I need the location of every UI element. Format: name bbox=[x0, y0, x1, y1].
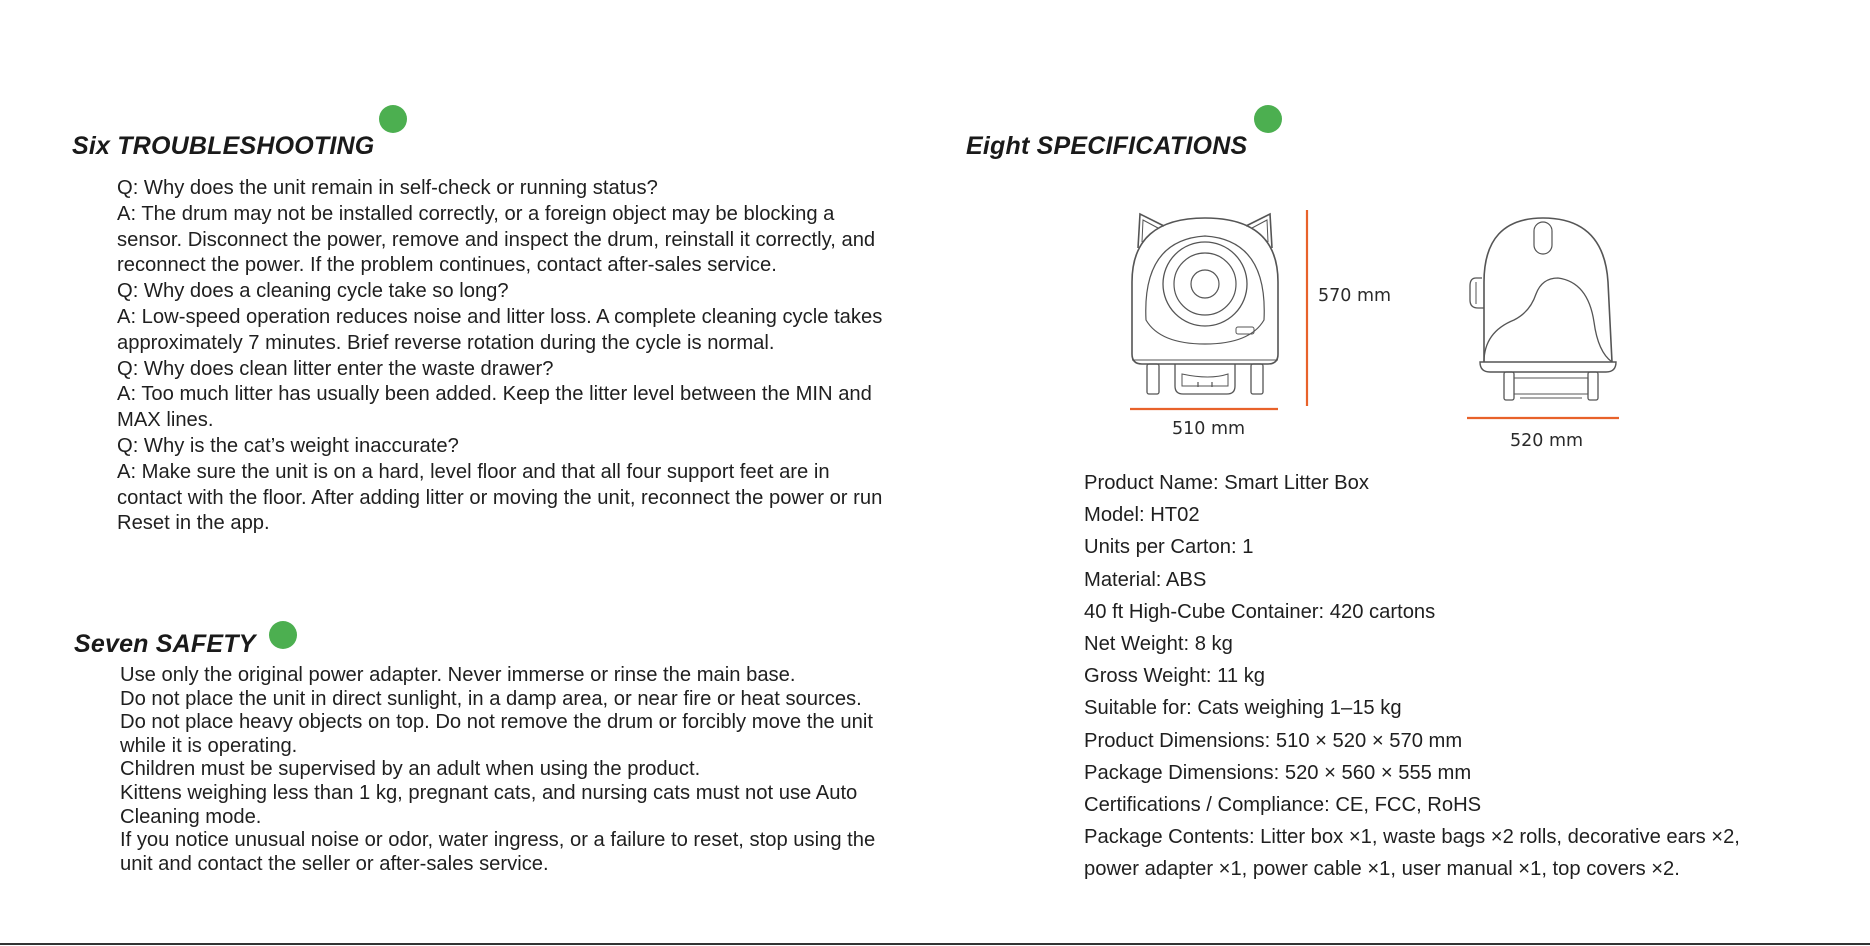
spec-item: Net Weight: 8 kg bbox=[1084, 633, 1233, 656]
section-marker-dot bbox=[379, 105, 407, 133]
safety-item: Do not place heavy objects on top. Do not remove the drum or forcibly move the unit while it is operating. bbox=[120, 711, 873, 757]
spec-item: Package Contents: Litter box ×1, waste bags ×2 rolls, decorative ears ×2, bbox=[1084, 826, 1740, 849]
litter-box-side-view-illustration bbox=[1458, 212, 1628, 412]
safety-item: Use only the original power adapter. Never immerse or rinse the main base. bbox=[120, 664, 796, 686]
spec-item: Product Dimensions: 510 × 520 × 570 mm bbox=[1084, 729, 1463, 752]
spec-item: Product Name: Smart Litter Box bbox=[1084, 472, 1369, 494]
spec-item: Gross Weight: 11 kg bbox=[1084, 665, 1266, 688]
safety-heading: Seven SAFETY bbox=[74, 630, 256, 658]
specifications-heading: Eight SPECIFICATIONS bbox=[966, 132, 1248, 160]
troubleshooting-question: Q: Why does the unit remain in self-check or running status? bbox=[117, 177, 658, 199]
bottom-divider bbox=[0, 943, 1870, 945]
troubleshooting-question: Q: Why does clean litter enter the waste drawer? bbox=[117, 357, 554, 380]
troubleshooting-answer: A: Low-speed operation reduces noise and litter loss. A complete cleaning cycle takes approximately 7 minutes. Brief reverse rotation during the cycle is normal. bbox=[117, 305, 883, 354]
width-dimension-label: 510 mm bbox=[1172, 419, 1246, 439]
depth-dimension-line bbox=[1467, 416, 1619, 420]
troubleshooting-answer: A: Make sure the unit is on a hard, level floor and that all four support feet are in contact with the floor. After adding litter or moving the unit, reconnect the power or run Reset in the app. bbox=[117, 460, 883, 535]
litter-box-front-view-illustration bbox=[1120, 204, 1290, 404]
spec-item: Package Dimensions: 520 × 560 × 555 mm bbox=[1084, 761, 1472, 784]
troubleshooting-answer: A: The drum may not be installed correctly, or a foreign object may be blocking a sensor. Disconnect the power, remove and inspect the drum, reinstall it correctly, and reconnect the power. If the problem continues, contact after-sales service. bbox=[117, 202, 876, 277]
safety-item: Do not place the unit in direct sunlight, in a damp area, or near fire or heat sources. bbox=[120, 687, 862, 710]
specifications-list bbox=[1084, 467, 1740, 886]
depth-dimension-label: 520 mm bbox=[1510, 431, 1584, 451]
section-marker-dot bbox=[269, 621, 297, 649]
troubleshooting-question: Q: Why does a cleaning cycle take so long? bbox=[117, 280, 509, 303]
height-dimension-label: 570 mm bbox=[1318, 286, 1392, 306]
spec-item: Certifications / Compliance: CE, FCC, RoHS bbox=[1084, 794, 1482, 817]
troubleshooting-answer: A: Too much litter has usually been added. Keep the litter level between the MIN and MAX lines. bbox=[117, 383, 872, 432]
width-dimension-line bbox=[1130, 407, 1278, 411]
spec-item: Suitable for: Cats weighing 1–15 kg bbox=[1084, 697, 1402, 720]
troubleshooting-text bbox=[117, 176, 892, 537]
spec-item: 40 ft High-Cube Container: 420 cartons bbox=[1084, 600, 1436, 623]
spec-item: Material: ABS bbox=[1084, 568, 1207, 591]
height-dimension-line bbox=[1305, 210, 1309, 406]
safety-item: If you notice unusual noise or odor, water ingress, or a failure to reset, stop using the unit and contact the seller or after-sales service. bbox=[120, 829, 876, 875]
spec-item: power adapter ×1, power cable ×1, user manual ×1, top covers ×2. bbox=[1084, 858, 1680, 881]
safety-text bbox=[120, 664, 895, 876]
safety-item: Children must be supervised by an adult when using the product. bbox=[120, 758, 701, 781]
troubleshooting-heading: Six TROUBLESHOOTING bbox=[72, 132, 375, 160]
spec-item: Units per Carton: 1 bbox=[1084, 536, 1254, 559]
spec-item: Model: HT02 bbox=[1084, 504, 1200, 527]
safety-item: Kittens weighing less than 1 kg, pregnant cats, and nursing cats must not use Auto Cleaning mode. bbox=[120, 781, 858, 828]
section-marker-dot bbox=[1254, 105, 1282, 133]
troubleshooting-question: Q: Why is the cat’s weight inaccurate? bbox=[117, 434, 459, 457]
